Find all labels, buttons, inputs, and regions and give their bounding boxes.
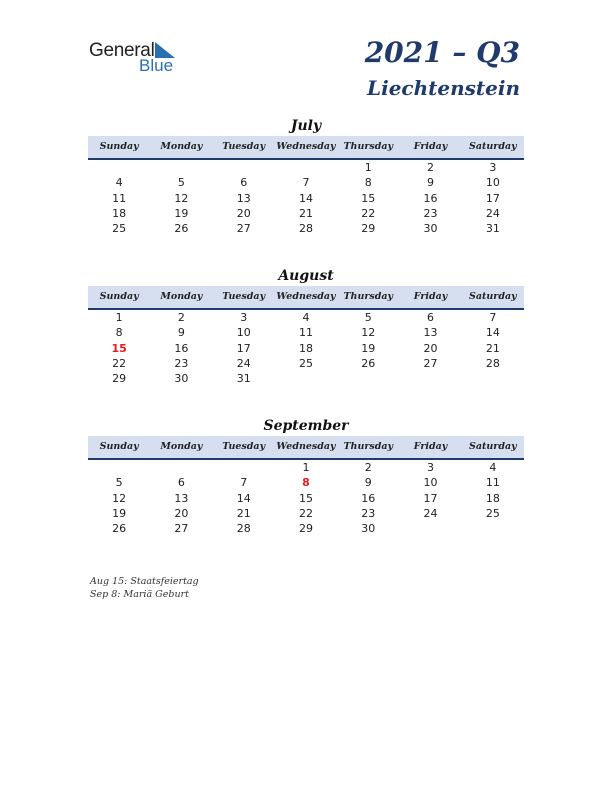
month-2	[88, 416, 524, 536]
day-cell: 9	[177, 326, 185, 340]
month-name: September	[263, 418, 349, 434]
weekday-header	[88, 436, 524, 460]
day-cell: 9	[364, 476, 372, 490]
weekday-label: Friday	[413, 441, 448, 452]
day-cell: 12	[174, 191, 189, 205]
day-cell: 10	[423, 476, 438, 490]
day-cell: 5	[115, 476, 123, 490]
day-cell: 26	[112, 522, 127, 536]
day-cell: 29	[112, 372, 127, 386]
day-cell: 1	[364, 161, 372, 174]
week-row	[88, 460, 524, 475]
day-cell: 5	[177, 176, 185, 190]
day-cell: 3	[489, 161, 497, 174]
day-cell	[150, 160, 212, 175]
day-cell: 22	[112, 356, 127, 370]
weekday-header	[88, 136, 524, 160]
weekday-label: Tuesday	[222, 291, 266, 302]
weekday-header	[88, 286, 524, 310]
weekday-label: Tuesday	[222, 441, 266, 452]
holiday-day-cell: 15	[111, 341, 127, 355]
day-cell: 24	[485, 206, 500, 220]
weekday-label: Friday	[413, 291, 448, 302]
holiday-day-cell: 8	[302, 476, 310, 490]
day-cell: 6	[177, 476, 185, 490]
day-cell: 31	[485, 222, 500, 236]
week-row	[88, 175, 524, 190]
day-cell: 17	[485, 191, 500, 205]
week-row	[88, 475, 524, 490]
day-cell: 28	[485, 356, 500, 370]
day-cell: 8	[115, 326, 123, 340]
day-cell: 16	[174, 341, 189, 355]
day-cell: 30	[423, 222, 438, 236]
week-row	[88, 206, 524, 221]
day-cell: 2	[364, 461, 372, 474]
day-cell: 18	[485, 491, 500, 505]
day-cell: 27	[236, 222, 251, 236]
day-cell: 25	[112, 222, 127, 236]
day-cell: 1	[302, 461, 310, 474]
day-cell: 30	[361, 522, 376, 536]
day-cell: 3	[427, 461, 435, 474]
day-cell: 11	[112, 191, 127, 205]
weekday-label: Tuesday	[222, 141, 266, 152]
weekday-label: Wednesday	[276, 141, 336, 152]
day-cell: 4	[115, 176, 123, 190]
weekday-label: Saturday	[469, 141, 517, 152]
day-cell: 14	[298, 191, 313, 205]
day-cell: 5	[364, 311, 372, 324]
day-cell: 3	[240, 311, 248, 324]
weekday-label: Friday	[413, 141, 448, 152]
day-cell: 13	[423, 326, 438, 340]
day-cell: 15	[298, 491, 313, 505]
day-cell: 26	[361, 356, 376, 370]
day-cell: 12	[361, 326, 376, 340]
day-cell: 21	[236, 506, 251, 520]
day-cell	[88, 160, 150, 175]
day-cell: 18	[298, 341, 313, 355]
day-cell: 22	[298, 506, 313, 520]
holiday-note: Aug 15: Staatsfeiertag	[90, 576, 199, 587]
weekday-label: Sunday	[99, 291, 139, 302]
day-cell: 27	[423, 356, 438, 370]
day-cell: 6	[240, 176, 248, 190]
day-cell: 25	[485, 506, 500, 520]
day-cell	[337, 371, 399, 386]
day-cell	[150, 460, 212, 475]
day-cell: 28	[298, 222, 313, 236]
day-cell: 18	[112, 206, 127, 220]
week-row	[88, 341, 524, 356]
day-cell: 21	[485, 341, 500, 355]
weekday-label: Thursday	[343, 141, 394, 152]
day-cell: 29	[298, 522, 313, 536]
logo-general-text: General	[89, 40, 155, 61]
day-cell: 15	[361, 191, 376, 205]
day-cell: 12	[112, 491, 127, 505]
day-cell: 22	[361, 206, 376, 220]
holiday-notes	[90, 576, 199, 601]
page-title: 2021 – Q3	[364, 36, 520, 69]
day-cell	[88, 460, 150, 475]
day-cell	[462, 371, 524, 386]
day-cell: 17	[423, 491, 438, 505]
day-cell: 19	[361, 341, 376, 355]
day-cell: 9	[427, 176, 435, 190]
day-cell: 24	[236, 356, 251, 370]
weekday-label: Saturday	[469, 441, 517, 452]
weekday-label: Monday	[160, 141, 203, 152]
day-cell	[275, 371, 337, 386]
weekday-label: Sunday	[99, 141, 139, 152]
day-cell: 23	[423, 206, 438, 220]
day-cell: 26	[174, 222, 189, 236]
weekday-label: Saturday	[469, 291, 517, 302]
week-row	[88, 310, 524, 325]
day-cell: 10	[485, 176, 500, 190]
day-cell: 2	[177, 311, 185, 324]
day-cell: 7	[489, 311, 497, 324]
day-cell: 31	[236, 372, 251, 386]
weekday-label: Thursday	[343, 291, 394, 302]
day-cell: 21	[298, 206, 313, 220]
day-cell: 8	[364, 176, 372, 190]
day-cell: 24	[423, 506, 438, 520]
day-cell: 17	[236, 341, 251, 355]
day-cell	[399, 521, 461, 536]
weekday-label: Sunday	[99, 441, 139, 452]
day-cell	[275, 160, 337, 175]
month-name: August	[278, 268, 334, 284]
day-cell: 19	[174, 206, 189, 220]
day-cell	[213, 460, 275, 475]
day-cell: 14	[236, 491, 251, 505]
day-cell	[213, 160, 275, 175]
day-cell: 23	[361, 506, 376, 520]
day-cell: 27	[174, 522, 189, 536]
week-row	[88, 521, 524, 536]
day-cell: 30	[174, 372, 189, 386]
day-cell: 7	[302, 176, 310, 190]
month-name: July	[290, 118, 322, 134]
day-cell: 14	[485, 326, 500, 340]
day-cell: 19	[112, 506, 127, 520]
day-cell: 16	[423, 191, 438, 205]
day-cell: 11	[485, 476, 500, 490]
day-cell: 13	[236, 191, 251, 205]
day-cell: 29	[361, 222, 376, 236]
day-cell: 11	[298, 326, 313, 340]
day-cell: 6	[427, 311, 435, 324]
weekday-label: Monday	[160, 291, 203, 302]
day-cell: 20	[174, 506, 189, 520]
weekday-label: Thursday	[343, 441, 394, 452]
day-cell: 4	[489, 461, 497, 474]
day-cell: 23	[174, 356, 189, 370]
week-row	[88, 191, 524, 206]
week-row	[88, 160, 524, 175]
week-row	[88, 491, 524, 506]
month-0	[88, 116, 524, 236]
day-cell: 13	[174, 491, 189, 505]
day-cell: 10	[236, 326, 251, 340]
weekday-label: Wednesday	[276, 441, 336, 452]
week-row	[88, 356, 524, 371]
week-row	[88, 371, 524, 386]
week-row	[88, 325, 524, 340]
day-cell: 28	[236, 522, 251, 536]
day-cell	[462, 521, 524, 536]
day-cell: 4	[302, 311, 310, 324]
weekday-label: Wednesday	[276, 291, 336, 302]
day-cell: 20	[236, 206, 251, 220]
weekday-label: Monday	[160, 441, 203, 452]
day-cell: 1	[115, 311, 123, 324]
week-row	[88, 506, 524, 521]
day-cell: 7	[240, 476, 248, 490]
day-cell: 25	[298, 356, 313, 370]
day-cell	[399, 371, 461, 386]
day-cell: 2	[427, 161, 435, 174]
holiday-note: Sep 8: Mariä Geburt	[90, 588, 189, 600]
day-cell: 16	[361, 491, 376, 505]
day-cell: 20	[423, 341, 438, 355]
logo-blue-text: Blue	[139, 56, 174, 75]
week-row	[88, 221, 524, 236]
month-1	[88, 266, 524, 386]
logo	[89, 40, 189, 76]
country-name: Liechtenstein	[367, 76, 520, 100]
